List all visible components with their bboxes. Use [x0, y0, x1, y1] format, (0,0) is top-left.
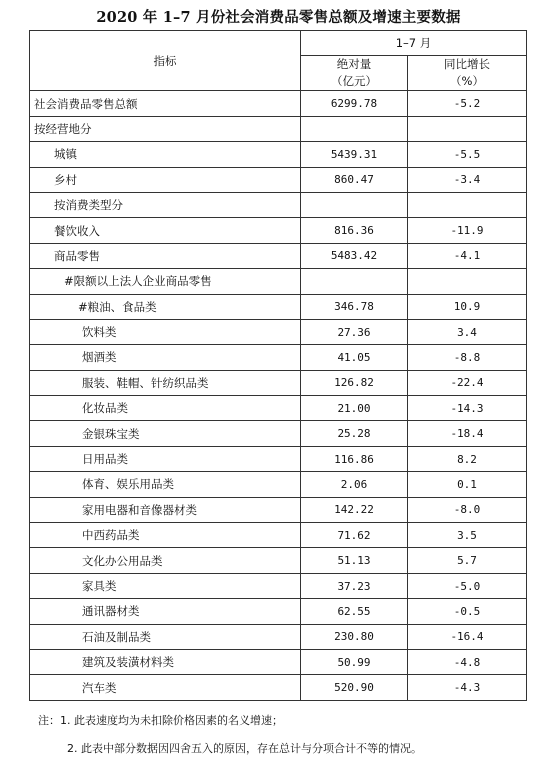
- table-row: [30, 91, 527, 116]
- table-row: [30, 116, 527, 141]
- table-row: [30, 649, 527, 674]
- row-indicator: 乡村: [30, 167, 301, 192]
- row-indicator: 按经营地分: [30, 116, 301, 141]
- page-title: 2020 年 1–7 月份社会消费品零售总额及增速主要数据: [96, 9, 461, 26]
- row-growth-value: 10.9: [408, 294, 527, 319]
- row-absolute-value: 62.55: [301, 599, 408, 624]
- row-absolute-value: 50.99: [301, 649, 408, 674]
- header-growth-label: 同比增长: [444, 57, 490, 72]
- row-indicator: 石油及制品类: [30, 624, 301, 649]
- row-indicator: 商品零售: [30, 243, 301, 268]
- table-row: [30, 497, 527, 522]
- row-growth-value: -4.1: [408, 243, 527, 268]
- table-row: [30, 345, 527, 370]
- row-growth-value: -5.0: [408, 573, 527, 598]
- row-growth-value: 0.1: [408, 472, 527, 497]
- row-growth-value: -0.5: [408, 599, 527, 624]
- row-growth-value: 5.7: [408, 548, 527, 573]
- row-indicator: 化妆品类: [30, 396, 301, 421]
- row-indicator: 家用电器和音像器材类: [30, 497, 301, 522]
- row-absolute-value: [301, 116, 408, 141]
- row-growth-value: -4.3: [408, 675, 527, 700]
- footnote-1: 注：1. 此表速度均为未扣除价格因素的名义增速；: [38, 714, 283, 727]
- table-row: [30, 548, 527, 573]
- row-indicator: 金银珠宝类: [30, 421, 301, 446]
- row-absolute-value: 51.13: [301, 548, 408, 573]
- row-growth-value: 3.5: [408, 523, 527, 548]
- row-absolute-value: 27.36: [301, 319, 408, 344]
- row-growth-value: -5.5: [408, 142, 527, 167]
- table-body: [30, 91, 527, 700]
- footnote-2: 2. 此表中部分数据因四舍五入的原因，存在总计与分项合计不等的情况。: [67, 742, 422, 755]
- row-absolute-value: 816.36: [301, 218, 408, 243]
- table-row: [30, 421, 527, 446]
- row-absolute-value: 5439.31: [301, 142, 408, 167]
- row-indicator: 服装、鞋帽、针纺织品类: [30, 370, 301, 395]
- table-row: [30, 370, 527, 395]
- table-row: [30, 599, 527, 624]
- row-absolute-value: 71.62: [301, 523, 408, 548]
- row-indicator: 家具类: [30, 573, 301, 598]
- header-indicator: 指标: [30, 31, 301, 91]
- row-indicator: 城镇: [30, 142, 301, 167]
- row-absolute-value: 5483.42: [301, 243, 408, 268]
- row-absolute-value: 25.28: [301, 421, 408, 446]
- row-indicator: 日用品类: [30, 446, 301, 471]
- row-indicator: 烟酒类: [30, 345, 301, 370]
- table-row: [30, 675, 527, 700]
- table-row: [30, 472, 527, 497]
- row-indicator: 体育、娱乐用品类: [30, 472, 301, 497]
- row-growth-value: -22.4: [408, 370, 527, 395]
- row-absolute-value: 230.80: [301, 624, 408, 649]
- row-absolute-value: 41.05: [301, 345, 408, 370]
- table-row: [30, 142, 527, 167]
- table-row: [30, 218, 527, 243]
- table-row: [30, 192, 527, 217]
- header-growth: [408, 56, 527, 91]
- row-absolute-value: 2.06: [301, 472, 408, 497]
- row-growth-value: [408, 269, 527, 294]
- retail-sales-table: [29, 30, 527, 701]
- row-growth-value: -18.4: [408, 421, 527, 446]
- row-absolute-value: [301, 192, 408, 217]
- header-growth-unit: （%）: [450, 74, 484, 89]
- row-growth-value: [408, 192, 527, 217]
- table-row: [30, 573, 527, 598]
- row-absolute-value: 346.78: [301, 294, 408, 319]
- row-growth-value: -11.9: [408, 218, 527, 243]
- table-row: [30, 523, 527, 548]
- row-indicator: 汽车类: [30, 675, 301, 700]
- row-indicator: 通讯器材类: [30, 599, 301, 624]
- row-absolute-value: 6299.78: [301, 91, 408, 116]
- row-absolute-value: 142.22: [301, 497, 408, 522]
- row-indicator: 文化办公用品类: [30, 548, 301, 573]
- row-growth-value: -5.2: [408, 91, 527, 116]
- header-absolute-label: 绝对量: [336, 57, 372, 72]
- header-period: 1–7 月: [301, 31, 527, 56]
- table-row: [30, 269, 527, 294]
- row-indicator: 建筑及装潢材料类: [30, 649, 301, 674]
- table-row: [30, 243, 527, 268]
- row-absolute-value: 116.86: [301, 446, 408, 471]
- table-row: [30, 319, 527, 344]
- row-growth-value: [408, 116, 527, 141]
- row-growth-value: -14.3: [408, 396, 527, 421]
- row-growth-value: 3.4: [408, 319, 527, 344]
- table-row: [30, 446, 527, 471]
- row-growth-value: 8.2: [408, 446, 527, 471]
- row-indicator: #限额以上法人企业商品零售: [30, 269, 301, 294]
- row-growth-value: -3.4: [408, 167, 527, 192]
- row-indicator: 中西药品类: [30, 523, 301, 548]
- table-row: [30, 396, 527, 421]
- header-absolute: [301, 56, 408, 91]
- table-row: [30, 294, 527, 319]
- row-absolute-value: 860.47: [301, 167, 408, 192]
- row-absolute-value: [301, 269, 408, 294]
- row-growth-value: -4.8: [408, 649, 527, 674]
- row-growth-value: -16.4: [408, 624, 527, 649]
- row-absolute-value: 21.00: [301, 396, 408, 421]
- table-row: [30, 624, 527, 649]
- row-indicator: 餐饮收入: [30, 218, 301, 243]
- row-indicator: 按消费类型分: [30, 192, 301, 217]
- row-indicator: 社会消费品零售总额: [30, 91, 301, 116]
- header-absolute-unit: （亿元）: [331, 74, 377, 89]
- row-indicator: 饮料类: [30, 319, 301, 344]
- row-absolute-value: 520.90: [301, 675, 408, 700]
- row-growth-value: -8.0: [408, 497, 527, 522]
- row-growth-value: -8.8: [408, 345, 527, 370]
- table-row: [30, 167, 527, 192]
- row-indicator: #粮油、食品类: [30, 294, 301, 319]
- row-absolute-value: 126.82: [301, 370, 408, 395]
- row-absolute-value: 37.23: [301, 573, 408, 598]
